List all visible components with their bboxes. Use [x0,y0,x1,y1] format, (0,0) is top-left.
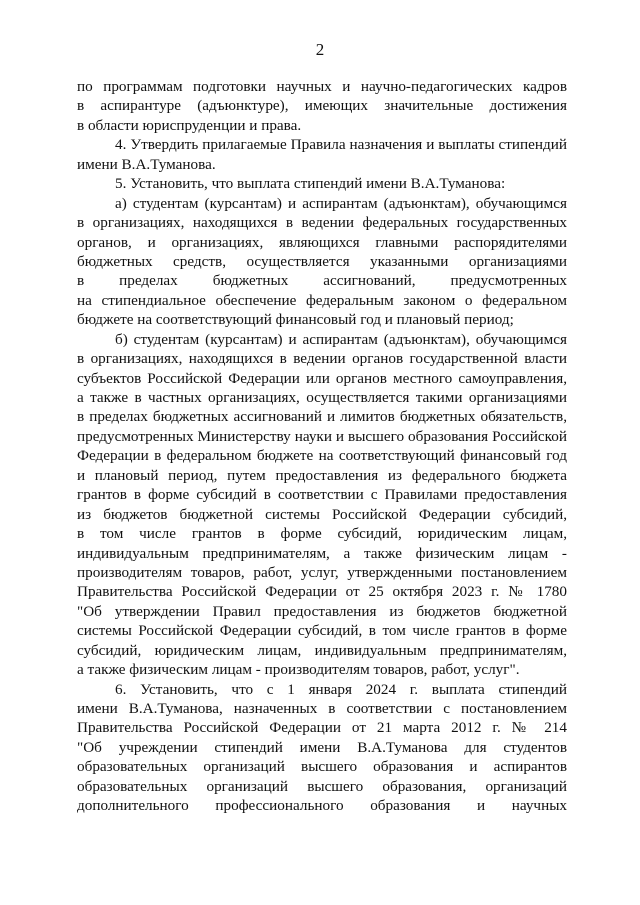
text-line: образовательных организаций высшего образования и аспирантов [77,758,567,776]
text-line: имени В.А.Туманова, назначенных в соответствии с постановлением [77,700,567,717]
text-line: производителям товаров, работ, услуг, утвержденными постановлением [77,563,567,581]
text-line: "Об учреждении стипендий имени В.А.Туманова для студентов [77,738,567,756]
text-line: и плановый период, путем предоставления из федерального бюджета [77,466,567,484]
text-line: органов, и организациях, являющихся главными распорядителями [77,233,567,251]
text-line: б) студентам (курсантам) и аспирантам (адъюнктам), обучающимся [115,330,567,348]
text-line: индивидуальным предпринимателям, а также физическим лицам - [77,544,567,562]
text-line: на стипендиальное обеспечение федеральным законом о федеральном [77,291,567,309]
text-line: в том числе грантов в форме субсидий, юридическим лицам, [77,525,567,543]
text-line: по программам подготовки научных и научно-педагогических кадров [77,78,567,95]
text-line: в аспирантуре (адъюнктуре), имеющих значительные достижения [77,97,567,115]
text-line: бюджете на соответствующий финансовый год и плановый период; [77,311,514,329]
text-line: "Об утверждении Правил предоставления из бюджетов бюджетной [77,602,567,620]
text-line: предусмотренных Министерству науки и высшего образования Российской [77,427,567,445]
text-line: а) студентам (курсантам) и аспирантам (адъюнктам), обучающимся [115,194,567,212]
text-line: из бюджетов бюджетной системы Российской Федерации субсидий, [77,505,567,523]
text-line: Правительства Российской Федерации от 21 марта 2012 г. № 214 [77,719,567,737]
text-line: субъектов Российской Федерации или органов местного самоуправления, [77,369,567,387]
text-line: а также в частных организациях, осуществляется такими организациями [77,389,567,406]
text-line: в организациях, находящихся в ведении федеральных государственных [77,214,567,232]
page-number: 2 [315,40,325,59]
text-line: 6. Установить, что с 1 января 2024 г. выплата стипендий [115,680,567,698]
text-line: в пределах бюджетных ассигнований, предусмотренных [77,272,567,290]
text-line: Федерации в федеральном бюджете на соответствующий финансовый год [77,447,567,465]
document-body [77,77,567,816]
text-line: системы Российской Федерации субсидий, в том числе грантов в форме [77,622,567,640]
text-line: Правительства Российской Федерации от 25 октября 2023 г. № 1780 [77,583,567,601]
text-line: 4. Утвердить прилагаемые Правила назначения и выплаты стипендий [115,136,567,154]
text-line: 5. Установить, что выплата стипендий имени В.А.Туманова: [115,175,506,193]
text-line: имени В.А.Туманова. [77,155,216,173]
text-line: в пределах бюджетных ассигнований и лимитов бюджетных обязательств, [77,408,567,426]
text-line: а также физическим лицам - производителям товаров, работ, услуг". [77,661,520,679]
text-line: субсидий, юридическим лицам, индивидуальным предпринимателям, [77,641,567,659]
text-line: образовательных организаций высшего образования, организаций [77,777,567,795]
text-line: в области юриспруденции и права. [77,116,302,134]
text-line: грантов в форме субсидий в соответствии с Правилами предоставления [77,486,567,504]
text-line: бюджетных средств, осуществляется указанными организациями [77,252,567,270]
text-line: дополнительного профессионального образования и научных [77,797,567,815]
text-line: в организациях, находящихся в ведении органов государственной власти [77,350,567,368]
